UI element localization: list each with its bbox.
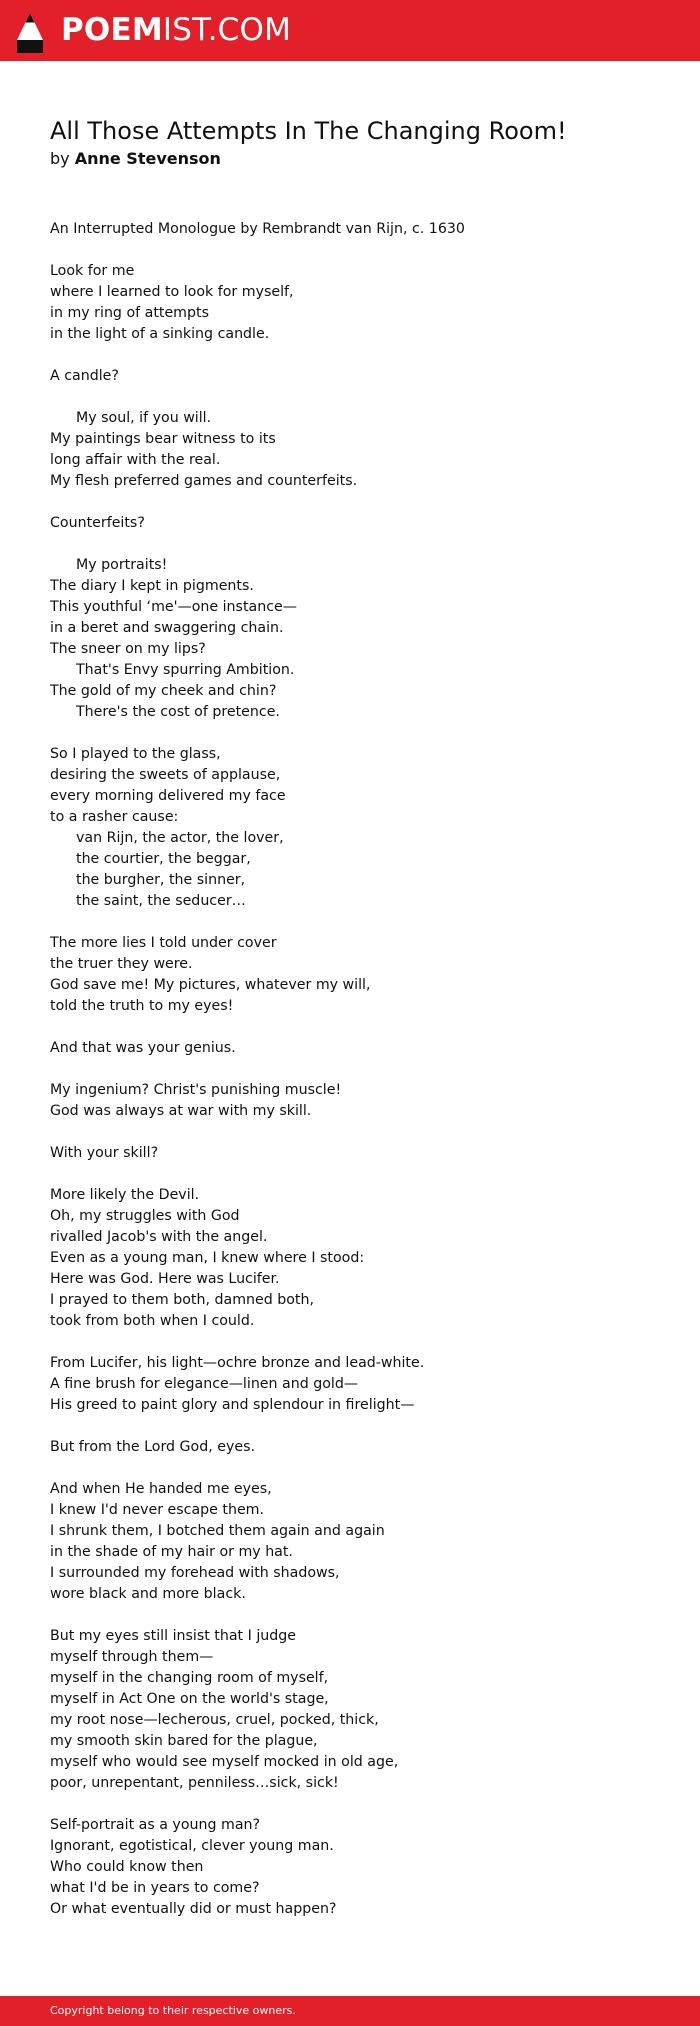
poem-line: So I played to the glass, bbox=[50, 746, 221, 762]
poem-line: Or what eventually did or must happen? bbox=[50, 1901, 337, 1917]
poem-line: to a rasher cause: bbox=[50, 809, 179, 825]
poem-line: And that was your genius. bbox=[50, 1040, 236, 1056]
stanza-break bbox=[50, 1416, 670, 1437]
poem-line: desiring the sweets of applause, bbox=[50, 767, 281, 783]
poem-line: From Lucifer, his light—ochre bronze and lead-white. bbox=[50, 1355, 425, 1371]
poem-line: rivalled Jacob's with the angel. bbox=[50, 1229, 268, 1245]
pencil-icon[interactable] bbox=[17, 13, 43, 53]
poem-line: An Interrupted Monologue by Rembrandt van Rijn, c. 1630 bbox=[50, 221, 465, 237]
stanza-break bbox=[50, 1017, 670, 1038]
poem-line: in my ring of attempts bbox=[50, 305, 209, 321]
poem-line: There's the cost of pretence. bbox=[76, 704, 280, 720]
poem-line: God save me! My pictures, whatever my will, bbox=[50, 977, 371, 993]
poem-line: myself in the changing room of myself, bbox=[50, 1670, 329, 1686]
stanza-break bbox=[50, 1458, 670, 1479]
by-label: by bbox=[50, 149, 70, 168]
poem-line: van Rijn, the actor, the lover, bbox=[76, 830, 284, 846]
poem-line: This youthful ‘me'—one instance— bbox=[50, 599, 297, 615]
site-header bbox=[0, 0, 700, 61]
poem-line: My paintings bear witness to its bbox=[50, 431, 276, 447]
poem-line: His greed to paint glory and splendour in firelight— bbox=[50, 1397, 415, 1413]
poem-line: took from both when I could. bbox=[50, 1313, 255, 1329]
copyright-text: Copyright belong to their respective owners. bbox=[50, 2004, 296, 2017]
poem-line: I prayed to them both, damned both, bbox=[50, 1292, 314, 1308]
stanza-break bbox=[50, 912, 670, 933]
poem-line: Self-portrait as a young man? bbox=[50, 1817, 261, 1833]
poem-line: The sneer on my lips? bbox=[50, 641, 206, 657]
poem-line: the truer they were. bbox=[50, 956, 193, 972]
poem-line: Who could know then bbox=[50, 1859, 204, 1875]
poem-line: my smooth skin bared for the plague, bbox=[50, 1733, 318, 1749]
poem-line: A candle? bbox=[50, 368, 119, 384]
poem-line: myself through them— bbox=[50, 1649, 214, 1665]
poem-line: And when He handed me eyes, bbox=[50, 1481, 272, 1497]
poem-line: My ingenium? Christ's punishing muscle! bbox=[50, 1082, 342, 1098]
stanza-break bbox=[50, 1605, 670, 1626]
poem-line: in the light of a sinking candle. bbox=[50, 326, 270, 342]
poem-line: I shrunk them, I botched them again and again bbox=[50, 1523, 385, 1539]
stanza-break bbox=[50, 1332, 670, 1353]
poem-line: But from the Lord God, eyes. bbox=[50, 1439, 256, 1455]
poem-line: The more lies I told under cover bbox=[50, 935, 277, 951]
poem-line: A fine brush for elegance—linen and gold— bbox=[50, 1376, 359, 1392]
site-footer bbox=[0, 1996, 700, 2026]
site-logo[interactable] bbox=[61, 11, 291, 49]
poem-line: But my eyes still insist that I judge bbox=[50, 1628, 296, 1644]
poem-line: in a beret and swaggering chain. bbox=[50, 620, 284, 636]
poem-line: long affair with the real. bbox=[50, 452, 221, 468]
logo-light-text: IST.COM bbox=[162, 12, 292, 48]
stanza-break bbox=[50, 1122, 670, 1143]
author-name: Anne Stevenson bbox=[74, 149, 221, 168]
poem-line: God was always at war with my skill. bbox=[50, 1103, 312, 1119]
poem-line: More likely the Devil. bbox=[50, 1187, 200, 1203]
poem-line: myself in Act One on the world's stage, bbox=[50, 1691, 329, 1707]
poem-line: the burgher, the sinner, bbox=[76, 872, 246, 888]
poem-line: my root nose—lecherous, cruel, pocked, thick, bbox=[50, 1712, 379, 1728]
logo-bold-text: POEM bbox=[61, 12, 163, 48]
poem-line: myself who would see myself mocked in old age, bbox=[50, 1754, 399, 1770]
poem-line: Counterfeits? bbox=[50, 515, 145, 531]
stanza-break bbox=[50, 1794, 670, 1815]
poem-line: My soul, if you will. bbox=[76, 410, 212, 426]
poem-line: the courtier, the beggar, bbox=[76, 851, 251, 867]
byline bbox=[50, 149, 221, 169]
stanza-break bbox=[50, 492, 670, 513]
stanza-break bbox=[50, 1164, 670, 1185]
poem-line: Here was God. Here was Lucifer. bbox=[50, 1271, 280, 1287]
poem-line: what I'd be in years to come? bbox=[50, 1880, 260, 1896]
poem-line: The diary I kept in pigments. bbox=[50, 578, 254, 594]
poem-line: My flesh preferred games and counterfeits. bbox=[50, 473, 358, 489]
poem-line: Even as a young man, I knew where I stood: bbox=[50, 1250, 365, 1266]
stanza-break bbox=[50, 534, 670, 555]
poem-line: The gold of my cheek and chin? bbox=[50, 683, 277, 699]
poem-line: where I learned to look for myself, bbox=[50, 284, 294, 300]
poem-line: every morning delivered my face bbox=[50, 788, 286, 804]
stanza-break bbox=[50, 345, 670, 366]
poem-line: in the shade of my hair or my hat. bbox=[50, 1544, 293, 1560]
poem-line: That's Envy spurring Ambition. bbox=[76, 662, 295, 678]
poem-line: poor, unrepentant, penniless…sick, sick! bbox=[50, 1775, 339, 1791]
poem-line: Oh, my struggles with God bbox=[50, 1208, 240, 1224]
poem-body bbox=[50, 219, 670, 1920]
poem-line: Look for me bbox=[50, 263, 135, 279]
poem-line: told the truth to my eyes! bbox=[50, 998, 234, 1014]
poem-line: the saint, the seducer… bbox=[76, 893, 246, 909]
poem-line: With your skill? bbox=[50, 1145, 159, 1161]
poem-line: I surrounded my forehead with shadows, bbox=[50, 1565, 340, 1581]
poem-line: wore black and more black. bbox=[50, 1586, 246, 1602]
poem-line: I knew I'd never escape them. bbox=[50, 1502, 265, 1518]
stanza-break bbox=[50, 1059, 670, 1080]
stanza-break bbox=[50, 387, 670, 408]
poem-line: Ignorant, egotistical, clever young man. bbox=[50, 1838, 334, 1854]
poem-title: All Those Attempts In The Changing Room! bbox=[50, 117, 567, 145]
stanza-break bbox=[50, 723, 670, 744]
poem-line: My portraits! bbox=[76, 557, 168, 573]
stanza-break bbox=[50, 240, 670, 261]
